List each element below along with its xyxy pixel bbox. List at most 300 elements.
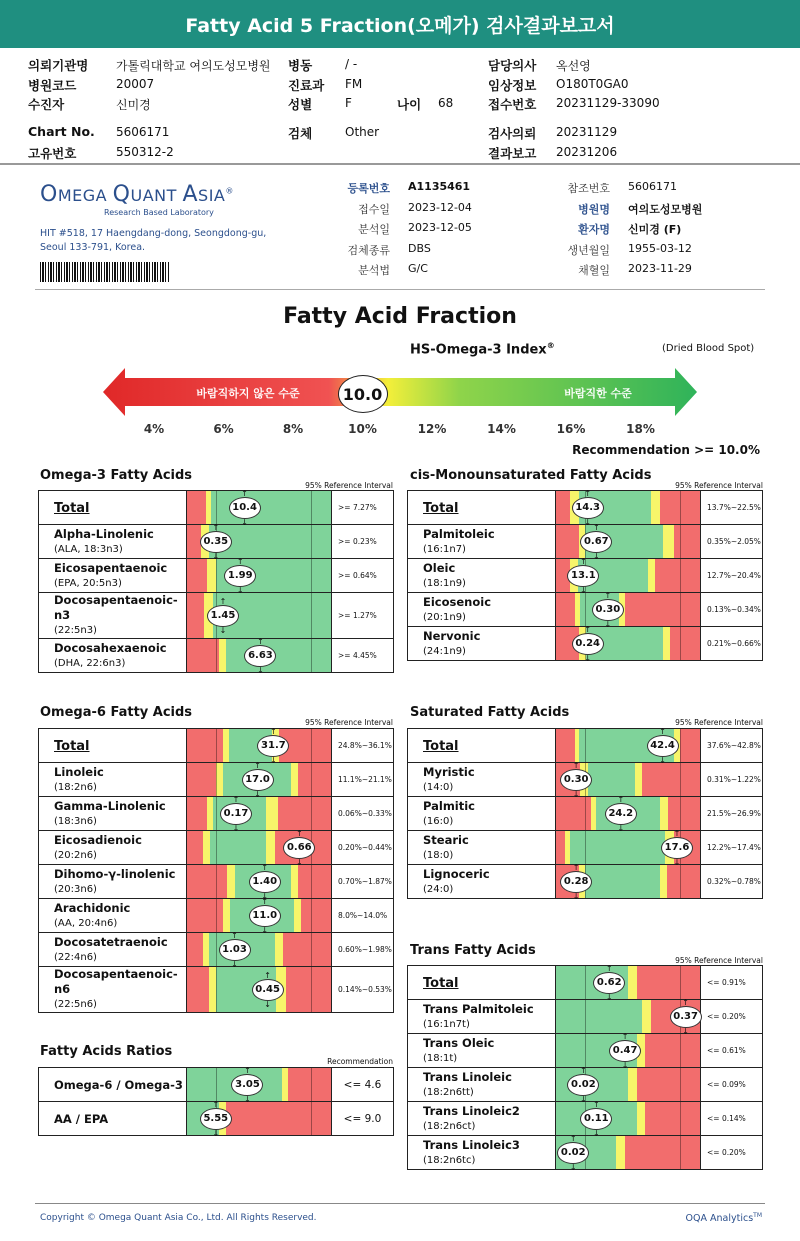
trans-0-seg-red — [637, 966, 700, 999]
trans-4-bar — [556, 1102, 700, 1135]
omega3-ref-caption: 95% Reference Interval — [305, 481, 393, 490]
lab-left-value-2: 2023-12-05 — [408, 221, 472, 234]
saturated-2-seg-red — [668, 797, 700, 830]
cismono-range-3: 0.13%~0.34% — [701, 593, 763, 627]
lab-left-label-3: 검체종류 — [347, 243, 390, 257]
omega3-3-value-marker: ↑ 1.45 ↓ — [207, 605, 239, 627]
cismono-range-4: 0.21%~0.66% — [701, 627, 763, 661]
omega6-name-cell-6 — [39, 933, 187, 967]
omega6-1-seg-yellow — [291, 763, 298, 796]
cismono-bar-cell-4 — [556, 627, 701, 661]
omega6-6-seg-red — [187, 933, 203, 966]
cismono-0-seg-yellow — [651, 491, 660, 524]
trans-range-1: <= 0.20% — [701, 1000, 763, 1034]
cismono-name-2: Oleic — [423, 560, 456, 575]
omega3-bar-cell-2 — [187, 559, 332, 593]
omega6-name-7: Docosapentaenoic-n6 — [54, 967, 178, 996]
cismono-bar-cell-2 — [556, 559, 701, 593]
trans-bar-cell-4 — [556, 1102, 701, 1136]
lab-address-1: HIT #518, 17 Haengdang-dong, Seongdong-gu, — [40, 228, 267, 239]
omega6-table — [38, 728, 394, 1013]
saturated-2-guide — [680, 797, 681, 830]
cismono-1-seg-red — [674, 525, 700, 558]
omega3-range-3: >= 1.27% — [332, 593, 394, 639]
cismono-range-0: 13.7%~22.5% — [701, 491, 763, 525]
saturated-total-label: Total — [423, 739, 459, 754]
trans-0-value-marker: ↑ 0.62 ↓ — [593, 972, 625, 994]
omega6-4-guide — [311, 865, 312, 898]
cismono-row-3 — [408, 593, 763, 627]
saturated-name-cell-4 — [408, 865, 556, 899]
lab-right-label-2: 환자명 — [578, 223, 610, 236]
saturated-name-1: Myristic — [423, 764, 475, 779]
cismono-3-guide — [585, 593, 586, 626]
lab-right-value-3: 1955-03-12 — [628, 241, 692, 255]
omega3-4-guide — [216, 639, 217, 672]
cismono-row-0 — [408, 491, 763, 525]
omega3-3-seg-red — [187, 593, 204, 638]
index-tick-3: 10% — [348, 422, 377, 436]
omega3-sub-1: (ALA, 18:3n3) — [54, 543, 123, 555]
trans-name-cell-0 — [408, 966, 556, 1000]
omega6-7-seg-yellow — [209, 967, 216, 1012]
trans-name-cell-2 — [408, 1034, 556, 1068]
saturated-0-guide — [680, 729, 681, 762]
hdr-c1-label-2: 수진자 — [28, 97, 65, 112]
omega3-range-1: >= 0.23% — [332, 525, 394, 559]
omega6-bar-cell-4 — [187, 865, 332, 899]
omega6-5-value-marker: ↑ 11.0 ↓ — [249, 905, 281, 927]
omega6-5-seg-yellow — [223, 899, 230, 932]
omega6-row-6 — [39, 933, 394, 967]
saturated-4-seg-yellow — [660, 865, 667, 898]
omega6-0-value-marker: ↑ 31.7 ↓ — [257, 735, 289, 757]
omega6-2-seg-red — [278, 797, 331, 830]
trans-title: Trans Fatty Acids — [410, 943, 536, 958]
cismono-4-seg-red — [670, 627, 700, 660]
omega6-5-seg-red — [301, 899, 331, 932]
hdr-c1-label-3: Chart No. — [28, 124, 95, 140]
trans-row-5 — [408, 1136, 763, 1170]
saturated-name-3: Stearic — [423, 832, 469, 847]
omega6-bar-cell-7 — [187, 967, 332, 1013]
hdr-c3-value-0: 옥선영 — [556, 59, 591, 73]
omega3-0-guide — [216, 491, 217, 524]
cismono-sub-2: (18:1n9) — [423, 577, 466, 589]
cismono-0-seg-red — [556, 491, 570, 524]
omega6-1-seg-yellow — [216, 763, 223, 796]
copyright: Copyright © Omega Quant Asia Co., Ltd. All Rights Reserved. — [40, 1213, 317, 1223]
trans-4-seg-yellow — [637, 1102, 646, 1135]
omega6-bar-cell-3 — [187, 831, 332, 865]
trans-name-2: Trans Oleic — [423, 1035, 495, 1050]
header-divider — [0, 163, 800, 165]
trans-bar-cell-0 — [556, 966, 701, 1000]
cismono-range-1: 0.35%~2.05% — [701, 525, 763, 559]
index-tick-1: 6% — [213, 422, 234, 436]
saturated-bar-cell-2 — [556, 797, 701, 831]
trans-row-1 — [408, 1000, 763, 1034]
omega3-bar-cell-0 — [187, 491, 332, 525]
hdr-c3-value-3: 20231129 — [556, 125, 618, 140]
ratios-1-value-marker: ↑ 5.55 ↓ — [200, 1108, 232, 1130]
omega3-row-4 — [39, 639, 394, 673]
trans-1-seg-yellow — [642, 1000, 651, 1033]
saturated-4-guide — [680, 865, 681, 898]
cismono-row-4 — [408, 627, 763, 661]
omega3-2-seg-yellow — [207, 559, 216, 592]
ratios-bar-cell-1 — [187, 1102, 332, 1136]
omega3-name-2: Eicosapentaenoic — [54, 560, 168, 575]
hdr-c1-label-0: 의뢰기관명 — [28, 58, 89, 73]
cismono-sub-4: (24:1n9) — [423, 645, 466, 657]
omega6-range-1: 11.1%~21.1% — [332, 763, 394, 797]
trans-table — [407, 965, 763, 1170]
trans-name-cell-4 — [408, 1102, 556, 1136]
omega6-3-guide — [216, 831, 217, 864]
hdr-c1-value-4: 550312-2 — [116, 144, 174, 159]
omega6-1-value-marker: ↑ 17.0 ↓ — [242, 769, 274, 791]
cismono-3-seg-red — [625, 593, 700, 626]
sample-type: (Dried Blood Spot) — [662, 343, 755, 354]
saturated-1-guide — [680, 763, 681, 796]
omega6-sub-5: (AA, 20:4n6) — [54, 917, 118, 929]
omega6-range-4: 0.70%~1.87% — [332, 865, 394, 899]
saturated-row-3 — [408, 831, 763, 865]
omega6-sub-7: (22:5n6) — [54, 999, 97, 1010]
lab-info-block — [0, 166, 800, 288]
index-tick-4: 12% — [417, 422, 447, 436]
cismono-2-seg-red — [655, 559, 700, 592]
saturated-bar-cell-3 — [556, 831, 701, 865]
barcode-icon — [40, 262, 170, 282]
lab-info-right — [530, 180, 770, 290]
omega6-6-guide — [311, 933, 312, 966]
hdr-c1-label-1: 병원코드 — [28, 77, 77, 93]
hdr-c2-label-3: 검체 — [288, 126, 313, 142]
saturated-1-value-marker: ↑ 0.30 ↓ — [560, 769, 592, 791]
lab-logo: OMEGA QUANT ASIA® — [40, 182, 234, 207]
trans-row-0 — [408, 966, 763, 1000]
saturated-row-2 — [408, 797, 763, 831]
trans-bar-cell-2 — [556, 1034, 701, 1068]
hdr-c3-value-4: 20231206 — [556, 144, 618, 159]
trans-1-guide — [585, 1000, 586, 1033]
cismono-2-value-marker: ↑ 13.1 ↓ — [567, 565, 599, 587]
omega6-7-seg-red — [286, 967, 331, 1012]
ratios-name-cell-1 — [39, 1102, 187, 1136]
lab-right-value-0: 5606171 — [628, 180, 677, 193]
omega6-2-guide — [311, 797, 312, 830]
omega6-sub-1: (18:2n6) — [54, 781, 97, 793]
trans-sub-4: (18:2n6ct) — [423, 1120, 476, 1132]
hdr-c3-label-1: 임상정보 — [488, 77, 537, 93]
trans-5-guide — [680, 1136, 681, 1169]
lab-left-label-1: 접수일 — [358, 202, 390, 216]
hdr-age-value: 68 — [438, 96, 454, 110]
saturated-4-seg-red — [667, 865, 700, 898]
lab-right-value-2: 신미경 (F) — [628, 223, 682, 236]
omega3-2-seg-red — [187, 559, 207, 592]
omega3-range-0: >= 7.27% — [332, 491, 394, 525]
saturated-sub-2: (16:0) — [423, 815, 454, 827]
cismono-0-value-marker: ↑ 14.3 ↓ — [572, 497, 604, 519]
omega3-2-guide — [311, 559, 312, 592]
omega3-4-seg-green — [226, 639, 331, 672]
omega6-bar-cell-5 — [187, 899, 332, 933]
cismono-title: cis-Monounsaturated Fatty Acids — [410, 468, 652, 483]
trans-0-seg-yellow — [628, 966, 637, 999]
omega6-4-seg-red — [298, 865, 331, 898]
saturated-0-guide — [585, 729, 586, 762]
cismono-1-seg-yellow — [663, 525, 675, 558]
cismono-sub-1: (16:1n7) — [423, 543, 466, 555]
saturated-table — [407, 728, 763, 899]
omega3-range-2: >= 0.64% — [332, 559, 394, 593]
omega3-0-seg-red — [187, 491, 206, 524]
index-tick-2: 8% — [282, 422, 304, 436]
omega6-6-seg-yellow — [275, 933, 284, 966]
omega3-range-4: >= 4.45% — [332, 639, 394, 673]
omega6-row-2 — [39, 797, 394, 831]
ratios-caption: Recommendation — [327, 1057, 393, 1066]
omega6-name-6: Docosatetraenoic — [54, 934, 168, 949]
cismono-4-seg-yellow — [663, 627, 670, 660]
trans-total-label: Total — [423, 976, 459, 991]
hdr-c3-label-2: 접수번호 — [488, 97, 537, 112]
saturated-2-guide — [585, 797, 586, 830]
cismono-name-1: Palmitoleic — [423, 526, 495, 541]
trans-row-2 — [408, 1034, 763, 1068]
omega6-3-seg-yellow — [203, 831, 210, 864]
saturated-0-seg-red — [680, 729, 700, 762]
omega3-sub-2: (EPA, 20:5n3) — [54, 577, 122, 589]
cismono-name-cell-3 — [408, 593, 556, 627]
ratios-0-guide — [311, 1068, 312, 1101]
omega6-2-seg-yellow — [266, 797, 278, 830]
omega3-name-cell-1 — [39, 525, 187, 559]
cismono-4-value-marker: ↑ 0.24 ↓ — [572, 633, 604, 655]
omega6-bar-cell-1 — [187, 763, 332, 797]
cismono-bar-cell-0 — [556, 491, 701, 525]
omega6-3-seg-green — [210, 831, 266, 864]
omega6-row-7 — [39, 967, 394, 1013]
saturated-0-value-marker: ↑ 42.4 ↓ — [647, 735, 679, 757]
trans-sub-1: (16:1n7t) — [423, 1018, 470, 1030]
omega6-7-value-marker: ↑ 0.45 ↓ — [252, 979, 284, 1001]
trans-bar-cell-5 — [556, 1136, 701, 1170]
trans-4-seg-red — [645, 1102, 700, 1135]
trans-bar-cell-1 — [556, 1000, 701, 1034]
omega6-0-guide — [216, 729, 217, 762]
hdr-c2-value-0: / - — [345, 57, 358, 71]
hdr-c1-value-2: 신미경 — [116, 98, 151, 112]
ratios-table — [38, 1067, 394, 1136]
omega6-name-cell-2 — [39, 797, 187, 831]
saturated-3-value-marker: ↑ 17.6 ↓ — [661, 837, 693, 859]
hdr-c2-label-0: 병동 — [288, 58, 313, 73]
trans-0-guide — [680, 966, 681, 999]
omega3-row-3 — [39, 593, 394, 639]
cismono-total-label: Total — [423, 501, 459, 516]
ratios-name-0: Omega-6 / Omega-3 — [54, 1078, 183, 1092]
omega6-name-3: Eicosadienoic — [54, 832, 142, 847]
omega3-1-guide — [311, 525, 312, 558]
hdr-c2-value-2: F — [345, 96, 352, 110]
cismono-2-seg-yellow — [648, 559, 655, 592]
saturated-1-seg-green — [588, 763, 636, 796]
cismono-name-3: Eicosenoic — [423, 594, 492, 609]
omega6-sub-3: (20:2n6) — [54, 849, 97, 861]
hdr-c3-label-0: 담당의사 — [488, 58, 537, 73]
omega3-title: Omega-3 Fatty Acids — [40, 468, 193, 483]
hdr-c2-label-1: 진료과 — [288, 77, 325, 93]
lab-left-label-0: 등록번호 — [347, 182, 390, 195]
omega6-name-cell-1 — [39, 763, 187, 797]
cismono-bar-cell-3 — [556, 593, 701, 627]
omega6-4-seg-red — [187, 865, 227, 898]
cismono-table — [407, 490, 763, 661]
omega6-5-guide — [216, 899, 217, 932]
saturated-range-3: 12.2%~17.4% — [701, 831, 763, 865]
cismono-0-guide — [680, 491, 681, 524]
report-title: Fatty Acid 5 Fraction(오메가) 검사결과보고서 — [0, 0, 800, 48]
trans-2-guide — [585, 1034, 586, 1067]
lab-right-label-4: 채혈일 — [578, 264, 610, 277]
index-tick-0: 4% — [143, 422, 165, 436]
recommendation: Recommendation >= 10.0% — [572, 443, 760, 457]
cismono-1-seg-red — [556, 525, 579, 558]
omega6-range-3: 0.20%~0.44% — [332, 831, 394, 865]
index-arrow — [103, 368, 697, 416]
index-tick-7: 18% — [626, 422, 655, 436]
trans-2-guide — [680, 1034, 681, 1067]
hdr-c2-label-2: 성별 — [288, 97, 313, 112]
cismono-name-cell-0 — [408, 491, 556, 525]
saturated-range-2: 21.5%~26.9% — [701, 797, 763, 831]
omega6-1-guide — [311, 763, 312, 796]
omega3-name-1: Alpha-Linolenic — [54, 526, 154, 541]
ratios-row-0 — [39, 1068, 394, 1102]
trans-range-3: <= 0.09% — [701, 1068, 763, 1102]
omega6-bar-cell-2 — [187, 797, 332, 831]
saturated-sub-4: (24:0) — [423, 883, 454, 895]
omega3-0-value-marker: ↑ 10.4 ↓ — [229, 497, 261, 519]
saturated-range-0: 37.6%~42.8% — [701, 729, 763, 763]
omega6-5-seg-yellow — [294, 899, 301, 932]
fraction-heading: Fatty Acid Fraction — [283, 304, 517, 329]
omega6-1-seg-red — [187, 763, 216, 796]
trans-5-seg-yellow — [616, 1136, 625, 1169]
omega6-sub-4: (20:3n6) — [54, 883, 97, 895]
trans-5-seg-red — [625, 1136, 700, 1169]
undesirable-label: 바람직하지 않은 수준 — [196, 387, 300, 400]
omega3-sub-3: (22:5n3) — [54, 625, 97, 636]
trans-sub-2: (18:1t) — [423, 1052, 458, 1064]
saturated-4-seg-green — [585, 865, 660, 898]
omega6-6-bar — [187, 933, 331, 966]
lab-divider — [35, 289, 765, 290]
saturated-3-guide — [585, 831, 586, 864]
omega6-name-cell-3 — [39, 831, 187, 865]
lab-right-label-0: 참조번호 — [567, 182, 610, 195]
trans-5-value-marker: ↑ 0.02 ↓ — [557, 1142, 589, 1164]
saturated-bar-cell-1 — [556, 763, 701, 797]
trans-range-2: <= 0.61% — [701, 1034, 763, 1068]
omega6-5-guide — [311, 899, 312, 932]
omega3-4-seg-yellow — [219, 639, 226, 672]
omega6-name-2: Gamma-Linolenic — [54, 798, 166, 813]
omega3-name-4: Docosahexaenoic — [54, 640, 167, 655]
omega6-3-value-marker: ↑ 0.66 ↓ — [283, 837, 315, 859]
cismono-name-cell-1 — [408, 525, 556, 559]
saturated-row-0 — [408, 729, 763, 763]
trans-2-value-marker: ↑ 0.47 ↓ — [609, 1040, 641, 1062]
omega6-7-guide — [311, 967, 312, 1012]
saturated-name-4: Lignoceric — [423, 866, 490, 881]
lab-right-label-3: 생년월일 — [567, 243, 610, 257]
cismono-3-seg-red — [556, 593, 575, 626]
omega3-name-3: Docosapentaenoic-n3 — [54, 593, 178, 622]
hdr-c3-value-2: 20231129-33090 — [556, 96, 660, 110]
trans-name-3: Trans Linoleic — [423, 1069, 512, 1084]
lab-right-value-4: 2023-11-29 — [628, 262, 692, 275]
omega3-4-guide — [311, 639, 312, 672]
ratios-0-guide — [216, 1068, 217, 1101]
lab-info-left — [320, 180, 520, 290]
trans-3-guide — [680, 1068, 681, 1101]
index-ticks — [0, 422, 800, 438]
trans-3-value-marker: ↑ 0.02 ↓ — [567, 1074, 599, 1096]
omega6-2-seg-red — [187, 797, 207, 830]
lab-left-value-1: 2023-12-04 — [408, 200, 472, 214]
omega6-4-seg-yellow — [291, 865, 298, 898]
trans-0-bar — [556, 966, 700, 999]
cismono-1-value-marker: ↑ 0.67 ↓ — [580, 531, 612, 553]
omega6-bar-cell-0 — [187, 729, 332, 763]
trans-4-guide — [680, 1102, 681, 1135]
cismono-1-guide — [680, 525, 681, 558]
omega3-row-0 — [39, 491, 394, 525]
hdr-c3-value-1: O180T0GA0 — [556, 76, 629, 91]
ratios-1-seg-red — [226, 1102, 331, 1135]
trans-bar-cell-3 — [556, 1068, 701, 1102]
omega3-name-cell-0 — [39, 491, 187, 525]
cismono-3-value-marker: ↑ 0.30 ↓ — [592, 599, 624, 621]
omega6-row-4 — [39, 865, 394, 899]
lab-left-label-2: 분석일 — [358, 223, 390, 236]
saturated-name-2: Palmitic — [423, 798, 476, 813]
cismono-1-bar — [556, 525, 700, 558]
trans-name-5: Trans Linoleic3 — [423, 1137, 520, 1152]
hdr-c1-value-1: 20007 — [116, 76, 155, 91]
trans-range-5: <= 0.20% — [701, 1136, 763, 1170]
omega6-name-cell-5 — [39, 899, 187, 933]
omega6-name-5: Arachidonic — [54, 900, 131, 915]
cismono-row-2 — [408, 559, 763, 593]
omega3-name-cell-4 — [39, 639, 187, 673]
omega6-7-guide — [216, 967, 217, 1012]
saturated-row-1 — [408, 763, 763, 797]
omega6-4-seg-yellow — [227, 865, 234, 898]
omega6-name-cell-0 — [39, 729, 187, 763]
omega6-0-seg-red — [187, 729, 223, 762]
omega6-range-2: 0.06%~0.33% — [332, 797, 394, 831]
saturated-range-4: 0.32%~0.78% — [701, 865, 763, 899]
desirable-label: 바람직한 수준 — [564, 387, 632, 400]
saturated-0-seg-red — [556, 729, 575, 762]
cismono-ref-caption: 95% Reference Interval — [675, 481, 763, 490]
